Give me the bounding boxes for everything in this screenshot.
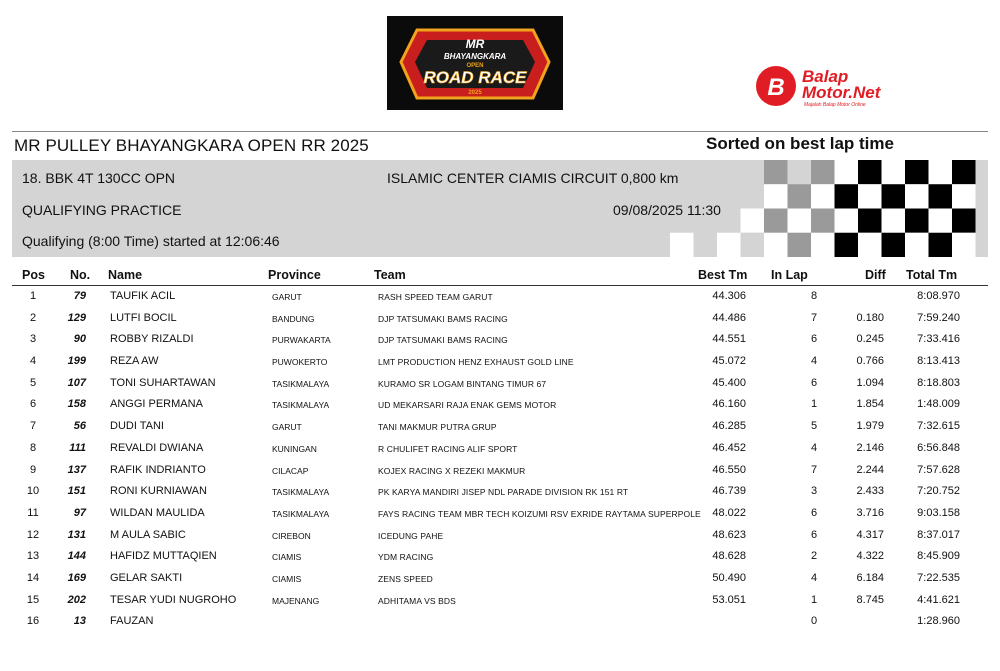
number-cell: 169 bbox=[67, 571, 86, 584]
number-cell: 144 bbox=[67, 550, 86, 563]
number-cell: 56 bbox=[73, 420, 86, 433]
checker-square bbox=[905, 160, 929, 184]
number-cell: 199 bbox=[67, 355, 86, 368]
checker-square bbox=[717, 160, 741, 184]
session-label: QUALIFYING PRACTICE bbox=[22, 202, 182, 218]
name-cell: FAUZAN bbox=[110, 615, 154, 628]
checker-square bbox=[882, 233, 906, 257]
checker-square bbox=[811, 233, 835, 257]
checker-square bbox=[952, 160, 976, 184]
pos-cell: 4 bbox=[29, 355, 37, 368]
team-cell: R CHULIFET RACING ALIF SPORT bbox=[378, 443, 518, 454]
province-cell: BANDUNG bbox=[272, 313, 315, 324]
in-lap-cell: 4 bbox=[810, 571, 818, 584]
checker-square bbox=[905, 184, 929, 208]
checker-square bbox=[929, 209, 953, 233]
in-lap-cell: 7 bbox=[810, 463, 818, 476]
in-lap-cell: 4 bbox=[810, 355, 818, 368]
name-cell: REVALDI DWIANA bbox=[110, 441, 204, 454]
total-time-cell: 7:32.615 bbox=[917, 420, 960, 433]
pos-cell: 15 bbox=[26, 593, 40, 606]
checker-square bbox=[882, 184, 906, 208]
checker-square bbox=[788, 209, 812, 233]
in-lap-cell: 6 bbox=[810, 333, 818, 346]
col-team: Team bbox=[374, 268, 406, 282]
total-time-cell: 1:48.009 bbox=[917, 398, 960, 411]
province-cell: CIAMIS bbox=[272, 552, 302, 563]
province-cell: PUWOKERTO bbox=[272, 357, 328, 368]
number-cell: 107 bbox=[67, 376, 86, 389]
name-cell: ROBBY RIZALDI bbox=[110, 333, 194, 346]
table-row bbox=[0, 286, 1000, 308]
in-lap-cell: 1 bbox=[810, 593, 818, 606]
diff-cell: 8.745 bbox=[856, 593, 884, 606]
name-cell: HAFIDZ MUTTAQIEN bbox=[110, 550, 217, 563]
checker-square bbox=[811, 209, 835, 233]
in-lap-cell: 6 bbox=[810, 506, 818, 519]
team-cell: YDM RACING bbox=[378, 552, 434, 563]
team-cell: RASH SPEED TEAM GARUT bbox=[378, 292, 493, 302]
best-time-cell: 48.623 bbox=[712, 528, 746, 541]
team-cell: DJP TATSUMAKI BAMS RACING bbox=[378, 313, 508, 324]
name-cell: TONI SUHARTAWAN bbox=[110, 376, 216, 389]
diff-cell: 1.094 bbox=[856, 376, 884, 389]
checker-square bbox=[882, 209, 906, 233]
in-lap-cell: 4 bbox=[810, 441, 818, 454]
total-time-cell: 7:59.240 bbox=[917, 311, 960, 324]
checker-square bbox=[741, 233, 765, 257]
col-diff: Diff bbox=[865, 268, 886, 282]
number-cell: 202 bbox=[67, 593, 86, 606]
table-row bbox=[0, 590, 1000, 612]
table-row bbox=[0, 373, 1000, 395]
pos-cell: 16 bbox=[26, 615, 40, 628]
divider bbox=[12, 131, 988, 132]
checker-square bbox=[929, 184, 953, 208]
table-row bbox=[0, 351, 1000, 373]
number-cell: 129 bbox=[67, 311, 86, 324]
checker-square bbox=[764, 233, 788, 257]
best-time-cell: 53.051 bbox=[712, 593, 746, 606]
checker-square bbox=[882, 160, 906, 184]
pos-cell: 10 bbox=[26, 485, 40, 498]
best-time-cell: 46.739 bbox=[712, 485, 746, 498]
in-lap-cell: 5 bbox=[810, 420, 818, 433]
number-cell: 111 bbox=[69, 441, 86, 454]
total-time-cell: 8:45.909 bbox=[917, 550, 960, 563]
name-cell: WILDAN MAULIDA bbox=[110, 506, 205, 519]
best-time-cell: 46.160 bbox=[712, 398, 746, 411]
checker-square bbox=[788, 184, 812, 208]
total-time-cell: 7:57.628 bbox=[917, 463, 960, 476]
start-label: Qualifying (8:00 Time) started at 12:06:46 bbox=[22, 233, 280, 249]
team-cell: DJP TATSUMAKI BAMS RACING bbox=[378, 335, 508, 346]
checker-square bbox=[835, 184, 859, 208]
logo-open: OPEN bbox=[466, 63, 484, 69]
number-cell: 151 bbox=[67, 485, 86, 498]
table-row bbox=[0, 460, 1000, 482]
checker-square bbox=[858, 160, 882, 184]
checker-square bbox=[905, 233, 929, 257]
province-cell: TASIKMALAYA bbox=[272, 487, 330, 498]
diff-cell: 4.322 bbox=[856, 550, 884, 563]
svg-text:B: B bbox=[767, 74, 785, 101]
province-cell: CILACAP bbox=[272, 465, 309, 476]
name-cell: REZA AW bbox=[110, 355, 159, 368]
pos-cell: 2 bbox=[29, 311, 37, 324]
best-time-cell: 48.022 bbox=[712, 506, 746, 519]
number-cell: 79 bbox=[73, 290, 86, 302]
sort-label: Sorted on best lap time bbox=[706, 134, 894, 153]
pos-cell: 6 bbox=[29, 398, 37, 411]
team-cell: FAYS RACING TEAM MBR TECH KOIZUMI RSV EXRIDE RAYTAMA SUPERPOLE bbox=[378, 508, 701, 519]
province-cell: GARUT bbox=[272, 422, 302, 433]
pos-cell: 8 bbox=[29, 441, 37, 454]
diff-cell: 2.433 bbox=[856, 485, 884, 498]
table-row bbox=[0, 438, 1000, 460]
best-time-cell: 46.285 bbox=[712, 420, 746, 433]
pos-cell: 12 bbox=[26, 528, 40, 541]
total-time-cell: 6:56.848 bbox=[917, 441, 960, 454]
checker-square bbox=[811, 160, 835, 184]
province-cell: TASIKMALAYA bbox=[272, 400, 330, 411]
checker-square bbox=[952, 209, 976, 233]
name-cell: TAUFIK ACIL bbox=[110, 290, 176, 302]
col-best: Best Tm bbox=[698, 268, 748, 282]
number-cell: 131 bbox=[67, 528, 86, 541]
checker-square bbox=[858, 184, 882, 208]
table-row bbox=[0, 546, 1000, 568]
team-cell: TANI MAKMUR PUTRA GRUP bbox=[378, 422, 497, 433]
team-cell: ADHITAMA VS BDS bbox=[378, 595, 456, 606]
name-cell: GELAR SAKTI bbox=[110, 571, 183, 584]
diff-cell: 0.245 bbox=[856, 333, 884, 346]
checker-square bbox=[929, 160, 953, 184]
diff-cell: 1.854 bbox=[856, 398, 884, 411]
checker-square bbox=[952, 233, 976, 257]
col-province: Province bbox=[268, 268, 321, 282]
number-cell: 13 bbox=[73, 615, 86, 628]
checker-square bbox=[717, 233, 741, 257]
province-cell: CIAMIS bbox=[272, 573, 302, 584]
team-cell: ICEDUNG PAHE bbox=[378, 530, 444, 541]
checker-square bbox=[788, 233, 812, 257]
col-pos: Pos bbox=[22, 268, 45, 282]
name-cell: M AULA SABIC bbox=[110, 528, 186, 541]
province-cell: MAJENANG bbox=[272, 595, 320, 606]
total-time-cell: 7:33.416 bbox=[917, 333, 960, 346]
checker-square bbox=[905, 209, 929, 233]
table-row bbox=[0, 416, 1000, 438]
diff-cell: 0.766 bbox=[856, 355, 884, 368]
col-total: Total Tm bbox=[906, 268, 958, 282]
number-cell: 97 bbox=[73, 506, 86, 519]
total-time-cell: 1:28.960 bbox=[917, 615, 960, 628]
table-row bbox=[0, 308, 1000, 330]
province-cell: CIREBON bbox=[272, 530, 311, 541]
table-row bbox=[0, 568, 1000, 590]
province-cell: TASIKMALAYA bbox=[272, 508, 330, 519]
province-cell: PURWAKARTA bbox=[272, 335, 331, 346]
balapmotor-logo bbox=[754, 62, 924, 110]
session-info bbox=[12, 160, 988, 257]
logo-balap: Balap bbox=[802, 67, 849, 86]
logo-motornet: Motor.Net bbox=[802, 83, 881, 102]
province-cell: GARUT bbox=[272, 292, 302, 302]
checker-square bbox=[741, 184, 765, 208]
pos-cell: 3 bbox=[29, 333, 37, 346]
total-time-cell: 7:20.752 bbox=[917, 485, 960, 498]
table-header bbox=[0, 268, 1000, 286]
checker-square bbox=[858, 209, 882, 233]
pos-cell: 14 bbox=[26, 571, 40, 584]
table-row bbox=[0, 525, 1000, 547]
diff-cell: 1.979 bbox=[856, 420, 884, 433]
in-lap-cell: 6 bbox=[810, 376, 818, 389]
logo-bhayangkara: BHAYANGKARA bbox=[443, 52, 507, 61]
checker-square bbox=[764, 160, 788, 184]
diff-cell: 6.184 bbox=[856, 571, 884, 584]
checker-square bbox=[952, 184, 976, 208]
checker-square bbox=[741, 160, 765, 184]
table-row bbox=[0, 503, 1000, 525]
total-time-cell: 8:37.017 bbox=[917, 528, 960, 541]
checker-square bbox=[858, 233, 882, 257]
checker-square bbox=[764, 209, 788, 233]
circuit-label: ISLAMIC CENTER CIAMIS CIRCUIT 0,800 km bbox=[387, 170, 679, 186]
event-title: MR PULLEY BHAYANGKARA OPEN RR 2025 bbox=[14, 136, 369, 155]
province-cell: TASIKMALAYA bbox=[272, 378, 330, 389]
diff-cell: 2.244 bbox=[856, 463, 884, 476]
checker-square bbox=[929, 233, 953, 257]
best-time-cell: 44.551 bbox=[712, 333, 746, 346]
checker-square bbox=[764, 184, 788, 208]
diff-cell: 4.317 bbox=[856, 528, 884, 541]
checker-square bbox=[788, 160, 812, 184]
diff-cell: 0.180 bbox=[856, 311, 884, 324]
logo-tagline: Majalah Balap Motor Online bbox=[804, 102, 866, 108]
in-lap-cell: 0 bbox=[810, 615, 818, 628]
total-time-cell: 8:08.970 bbox=[917, 290, 960, 302]
province-cell: KUNINGAN bbox=[272, 443, 317, 454]
pos-cell: 7 bbox=[29, 420, 37, 433]
best-time-cell: 46.550 bbox=[712, 463, 746, 476]
total-time-cell: 4:41.621 bbox=[917, 593, 960, 606]
in-lap-cell: 2 bbox=[810, 550, 818, 563]
col-name: Name bbox=[108, 268, 143, 282]
pos-cell: 1 bbox=[29, 290, 37, 302]
pos-cell: 13 bbox=[26, 550, 40, 563]
number-cell: 90 bbox=[73, 333, 86, 346]
total-time-cell: 8:13.413 bbox=[917, 355, 960, 368]
best-time-cell: 46.452 bbox=[712, 441, 746, 454]
best-time-cell: 48.628 bbox=[712, 550, 746, 563]
pos-cell: 11 bbox=[27, 506, 39, 519]
diff-cell: 3.716 bbox=[856, 506, 884, 519]
table-row bbox=[0, 481, 1000, 503]
number-cell: 158 bbox=[67, 398, 86, 411]
name-cell: RONI KURNIAWAN bbox=[110, 485, 207, 498]
name-cell: RAFIK INDRIANTO bbox=[110, 463, 206, 476]
team-cell: KURAMO SR LOGAM BINTANG TIMUR 67 bbox=[378, 378, 547, 389]
name-cell: TESAR YUDI NUGROHO bbox=[110, 593, 237, 606]
team-cell: KOJEX RACING X REZEKI MAKMUR bbox=[378, 465, 526, 476]
session-datetime: 09/08/2025 11:30 bbox=[613, 202, 721, 218]
in-lap-cell: 8 bbox=[810, 290, 818, 302]
name-cell: LUTFI BOCIL bbox=[110, 311, 177, 324]
total-time-cell: 8:18.803 bbox=[917, 376, 960, 389]
col-inlap: In Lap bbox=[771, 268, 808, 282]
checker-square bbox=[835, 233, 859, 257]
results-table bbox=[0, 286, 1000, 633]
table-row bbox=[0, 611, 1000, 633]
class-label: 18. BBK 4T 130CC OPN bbox=[22, 170, 176, 186]
col-no: No. bbox=[70, 268, 91, 282]
name-cell: ANGGI PERMANA bbox=[110, 398, 203, 411]
checker-square bbox=[835, 160, 859, 184]
best-time-cell: 50.490 bbox=[712, 571, 746, 584]
diff-cell: 2.146 bbox=[856, 441, 884, 454]
in-lap-cell: 1 bbox=[810, 398, 818, 411]
team-cell: UD MEKARSARI RAJA ENAK GEMS MOTOR bbox=[378, 400, 557, 411]
pos-cell: 9 bbox=[29, 463, 37, 476]
checker-square bbox=[741, 209, 765, 233]
checker-square bbox=[694, 233, 718, 257]
table-row bbox=[0, 329, 1000, 351]
in-lap-cell: 7 bbox=[810, 311, 818, 324]
checker-square bbox=[694, 160, 718, 184]
best-time-cell: 44.306 bbox=[712, 290, 746, 302]
pos-cell: 5 bbox=[29, 376, 37, 389]
number-cell: 137 bbox=[67, 463, 86, 476]
total-time-cell: 7:22.535 bbox=[917, 571, 960, 584]
team-cell: PK KARYA MANDIRI JISEP NDL PARADE DIVISION RK 151 RT bbox=[378, 487, 629, 498]
table-row bbox=[0, 394, 1000, 416]
checker-square bbox=[811, 184, 835, 208]
best-time-cell: 45.072 bbox=[712, 355, 746, 368]
logo-year: 2025 bbox=[468, 90, 482, 96]
team-cell: ZENS SPEED bbox=[378, 573, 433, 584]
total-time-cell: 9:03.158 bbox=[917, 506, 960, 519]
team-cell: LMT PRODUCTION HENZ EXHAUST GOLD LINE bbox=[378, 357, 574, 368]
event-logo bbox=[387, 16, 563, 110]
best-time-cell: 45.400 bbox=[712, 376, 746, 389]
name-cell: DUDI TANI bbox=[110, 420, 164, 433]
best-time-cell: 44.486 bbox=[712, 311, 746, 324]
checker-square bbox=[835, 209, 859, 233]
checker-square bbox=[670, 233, 694, 257]
in-lap-cell: 3 bbox=[810, 485, 818, 498]
logo-road-race: ROAD RACE bbox=[423, 68, 527, 87]
logo-mr: MR bbox=[465, 37, 485, 51]
in-lap-cell: 6 bbox=[810, 528, 818, 541]
